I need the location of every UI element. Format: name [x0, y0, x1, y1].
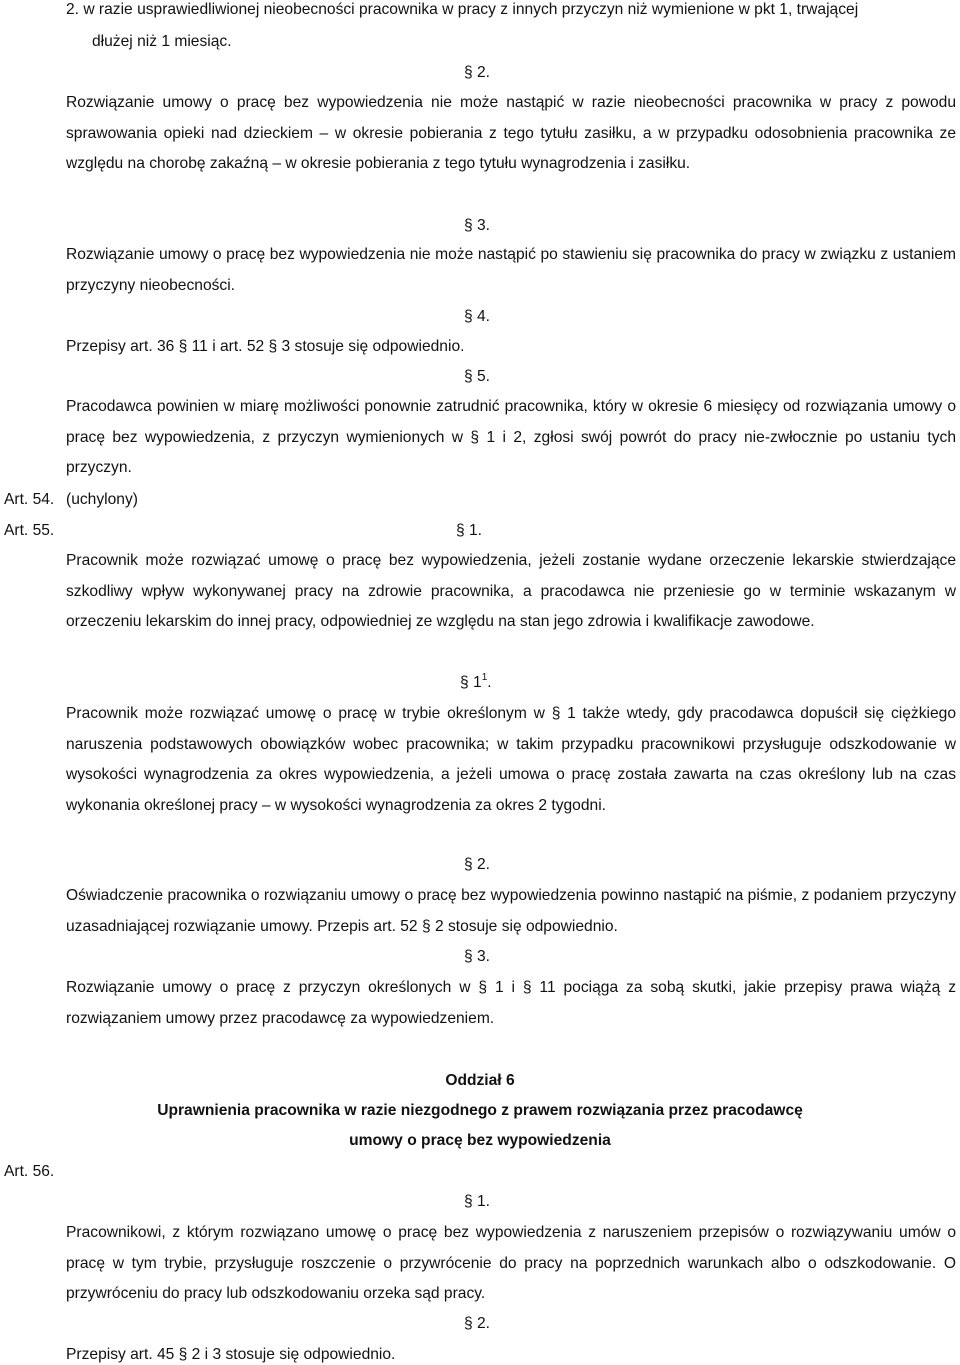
section-text: Pracownik może rozwiązać umowę o pracę bez wypowiedzenia, jeżeli zostanie wydane orzeczenie lekarskie stwierdzające szkodliwy wpływ wykonywanej pracy na zdrowie pracownika, a pracodawca nie przeniesie go w terminie wskazanym w orzeczeniu lekarskim do innej pracy, odpowiedniej ze względu na stan jego zdrowia i kwalifikacje zawodowe. — [66, 552, 956, 630]
division-subtitle: umowy o pracę bez wypowiedzenia — [349, 1132, 611, 1149]
article-label: Art. 56. — [4, 1163, 55, 1180]
section-marker: § 5. — [464, 368, 491, 385]
section-marker-main: § 1 — [460, 674, 482, 691]
section-marker: § 1. — [464, 1193, 491, 1210]
section-text: Oświadczenie pracownika o rozwiązaniu umowy o pracę bez wypowiedzenia powinno nastąpić na piśmie, z podaniem przyczyny uzasadniającej rozwiązanie umowy. Przepis art. 52 § 2 stosuje się odpowiednio. — [66, 887, 956, 935]
section-marker: § 1. — [456, 522, 483, 539]
section-text: Pracownikowi, z którym rozwiązano umowę o pracę bez wypowiedzenia z naruszeniem przepisów o rozwiązywaniu umów o pracę w tym trybie, przysługuje roszczenie o przywrócenie do pracy na poprzednich warunkach albo o odszkodowanie. O przywróceniu do pracy lub odszkodowaniu orzeka sąd pracy. — [66, 1224, 956, 1302]
section-text: Przepisy art. 36 § 11 i art. 52 § 3 stosuje się odpowiednio. — [66, 338, 465, 355]
section-text: Pracodawca powinien w miarę możliwości ponownie zatrudnić pracownika, który w okresie 6 miesięcy od rozwiązania umowy o pracę bez wypowiedzenia, z przyczyn wymienionych w § 1 i 2, zgłosi swój powrót do pracy nie-zwłocznie po ustaniu tych przyczyn. — [66, 398, 956, 476]
section-text: Pracownik może rozwiązać umowę o pracę w trybie określonym w § 1 także wtedy, gdy pracodawca dopuścił się ciężkiego naruszenia podstawowych obowiązków wobec pracownika; w takim przypadku pracownikowi przysługuje odszkodowanie w wysokości wynagrodzenia za okres wypowiedzenia, a jeżeli umowa o pracę została zawarta na czas określony lub na czas wykonania określonej pracy – w wysokości wynagrodzenia za okres 2 tygodni. — [66, 705, 956, 814]
article-text: (uchylony) — [66, 491, 138, 508]
section-marker: § 2. — [464, 64, 491, 81]
paragraph-line: dłużej niż 1 miesiąc. — [92, 33, 232, 50]
paragraph-line: 2. w razie usprawiedliwionej nieobecności pracownika w pracy z innych przyczyn niż wymienione w pkt 1, trwającej — [66, 1, 859, 18]
section-text: Rozwiązanie umowy o pracę z przyczyn określonych w § 1 i § 11 pociąga za sobą skutki, jakie przepisy prawa wiążą z rozwiązaniem umowy przez pracodawcę za wypowiedzeniem. — [66, 979, 956, 1027]
section-marker: § 3. — [464, 948, 491, 965]
article-label: Art. 54. — [4, 491, 55, 508]
section-text: Przepisy art. 45 § 2 i 3 stosuje się odpowiednio. — [66, 1346, 396, 1363]
division-subtitle: Uprawnienia pracownika w razie niezgodnego z prawem rozwiązania przez pracodawcę — [157, 1102, 803, 1119]
section-text: Rozwiązanie umowy o pracę bez wypowiedzenia nie może nastąpić w razie nieobecności pracownika w pracy z powodu sprawowania opieki nad dzieckiem – w okresie pobierania z tego tytułu zasiłku, a w przypadku odosobnienia pracownika ze względu na chorobę zakaźną – w okresie pobierania z tego tytułu wynagrodzenia i zasiłku. — [66, 94, 956, 172]
section-marker — [460, 673, 492, 693]
section-marker-sup: 1 — [481, 672, 488, 683]
section-marker: § 2. — [464, 1315, 491, 1332]
article-label: Art. 55. — [4, 522, 55, 539]
division-title: Oddział 6 — [445, 1072, 515, 1089]
section-marker-end: . — [487, 674, 492, 691]
section-marker: § 2. — [464, 856, 491, 873]
section-text: Rozwiązanie umowy o pracę bez wypowiedzenia nie może nastąpić po stawieniu się pracownika do pracy w związku z ustaniem przyczyny nieobecności. — [66, 246, 956, 294]
section-marker: § 3. — [464, 217, 491, 234]
section-marker: § 4. — [464, 308, 491, 325]
